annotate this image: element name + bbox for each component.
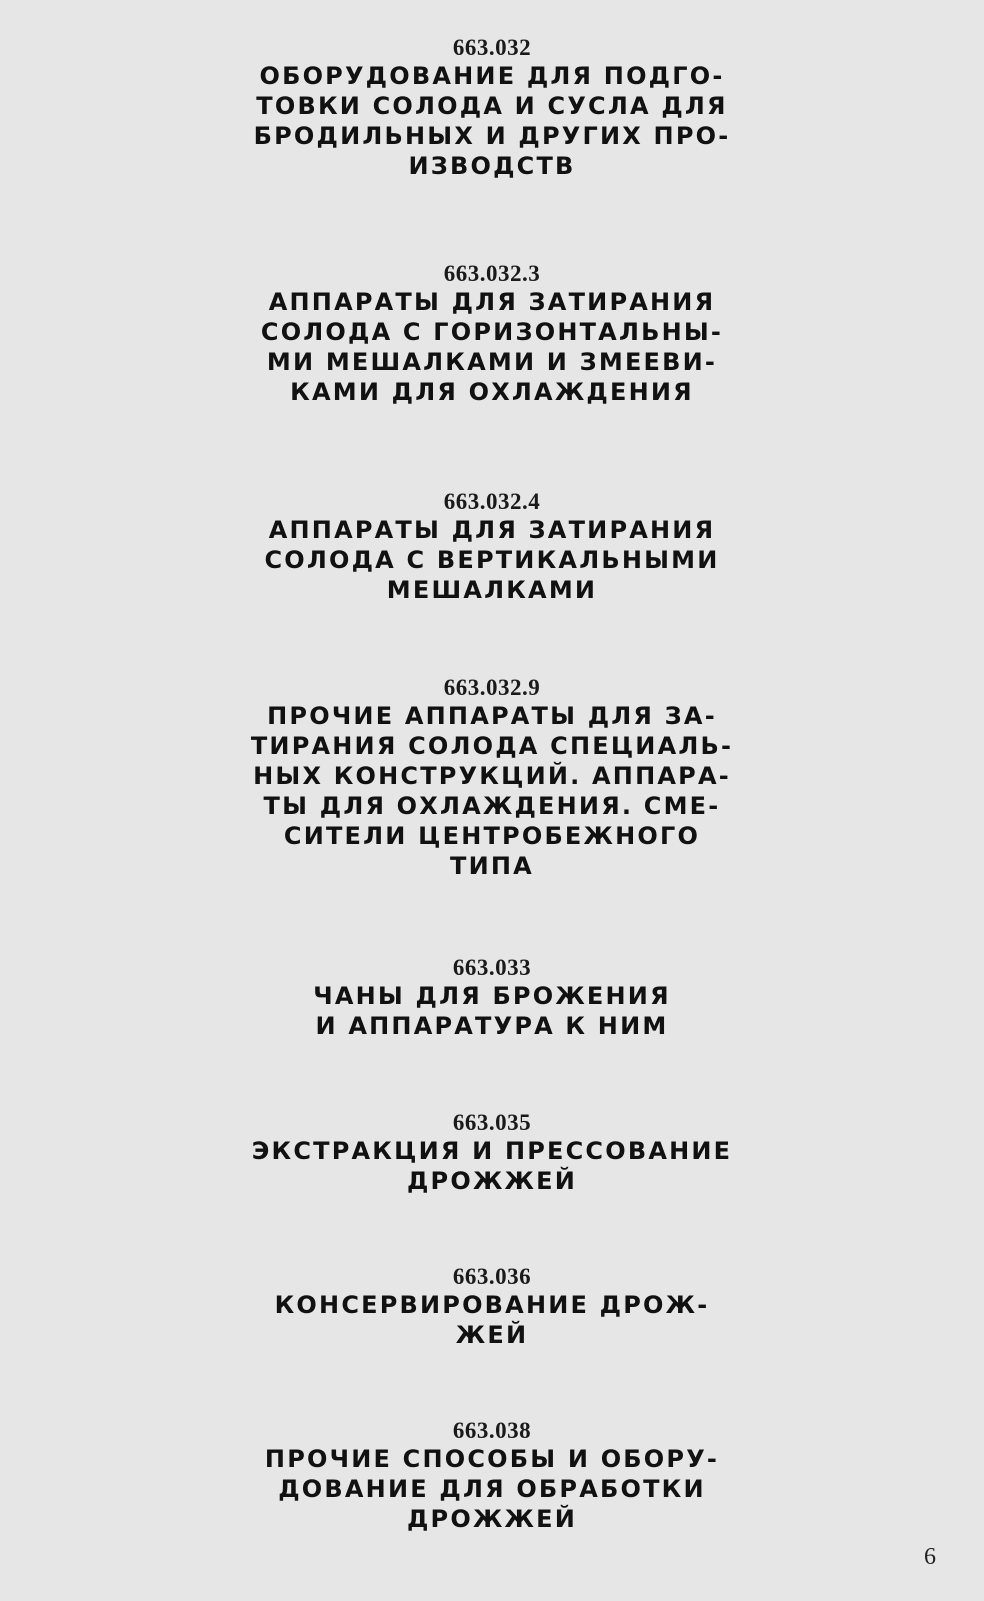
heading-line: ТОВКИ СОЛОДА И СУСЛА ДЛЯ	[256, 92, 728, 120]
heading-line: ПРОЧИЕ АППАРАТЫ ДЛЯ ЗА-	[267, 702, 717, 730]
heading-line: МЕШАЛКАМИ	[386, 576, 598, 604]
udc-code: 663.032.9	[443, 675, 541, 700]
heading-line: СОЛОДА С ВЕРТИКАЛЬНЫМИ	[264, 546, 720, 574]
heading-line: АППАРАТЫ ДЛЯ ЗАТИРАНИЯ	[268, 288, 716, 316]
entry-heading	[200, 515, 784, 605]
classification-entry	[200, 35, 784, 181]
heading-line: ИЗВОДСТВ	[408, 152, 576, 180]
heading-line: ДРОЖЖЕЙ	[406, 1505, 577, 1533]
udc-code: 663.035	[452, 1110, 532, 1135]
classification-entry	[200, 675, 784, 881]
heading-line: ДОВАНИЕ ДЛЯ ОБРАБОТКИ	[278, 1475, 706, 1503]
heading-line: ДРОЖЖЕЙ	[406, 1167, 577, 1195]
heading-line: И АППАРАТУРА К НИМ	[315, 1012, 669, 1040]
heading-line: ТЫ ДЛЯ ОХЛАЖДЕНИЯ. СМЕ-	[263, 792, 721, 820]
heading-line: СОЛОДА С ГОРИЗОНТАЛЬНЫ-	[260, 318, 724, 346]
entry-heading	[200, 701, 784, 881]
heading-line: ПРОЧИЕ СПОСОБЫ И ОБОРУ-	[264, 1445, 720, 1473]
heading-line: ЭКСТРАКЦИЯ И ПРЕССОВАНИЕ	[251, 1137, 733, 1165]
classification-entry	[200, 1110, 784, 1196]
heading-line: ТИПА	[450, 852, 534, 880]
classification-entry	[200, 489, 784, 605]
udc-code: 663.032.3	[443, 261, 541, 286]
heading-line: МИ МЕШАЛКАМИ И ЗМЕЕВИ-	[266, 348, 718, 376]
entry-heading	[200, 287, 784, 407]
heading-line: ОБОРУДОВАНИЕ ДЛЯ ПОДГО-	[259, 62, 725, 90]
heading-line: ЖЕЙ	[455, 1321, 529, 1349]
classification-entry	[200, 1418, 784, 1534]
entry-heading	[200, 1136, 784, 1196]
heading-line: АППАРАТЫ ДЛЯ ЗАТИРАНИЯ	[268, 516, 716, 544]
heading-line: КОНСЕРВИРОВАНИЕ ДРОЖ-	[274, 1291, 710, 1319]
heading-line: КАМИ ДЛЯ ОХЛАЖДЕНИЯ	[290, 378, 694, 406]
udc-code: 663.036	[452, 1264, 532, 1289]
udc-code: 663.038	[452, 1418, 532, 1443]
classification-entry	[200, 1264, 784, 1350]
udc-code: 663.032.4	[443, 489, 541, 514]
entry-heading	[200, 981, 784, 1041]
classification-entry	[200, 955, 784, 1041]
entry-heading	[200, 61, 784, 181]
heading-line: БРОДИЛЬНЫХ И ДРУГИХ ПРО-	[253, 122, 731, 150]
entry-heading	[200, 1444, 784, 1534]
udc-code: 663.033	[452, 955, 532, 980]
page-number: 6	[924, 1544, 936, 1570]
heading-line: СИТЕЛИ ЦЕНТРОБЕЖНОГО	[283, 822, 701, 850]
heading-line: ТИРАНИЯ СОЛОДА СПЕЦИАЛЬ-	[250, 732, 734, 760]
classification-entry	[200, 261, 784, 407]
heading-line: ЧАНЫ ДЛЯ БРОЖЕНИЯ	[313, 982, 671, 1010]
heading-line: НЫХ КОНСТРУКЦИЙ. АППАРА-	[253, 762, 731, 790]
entry-heading	[200, 1290, 784, 1350]
udc-code: 663.032	[452, 35, 532, 60]
